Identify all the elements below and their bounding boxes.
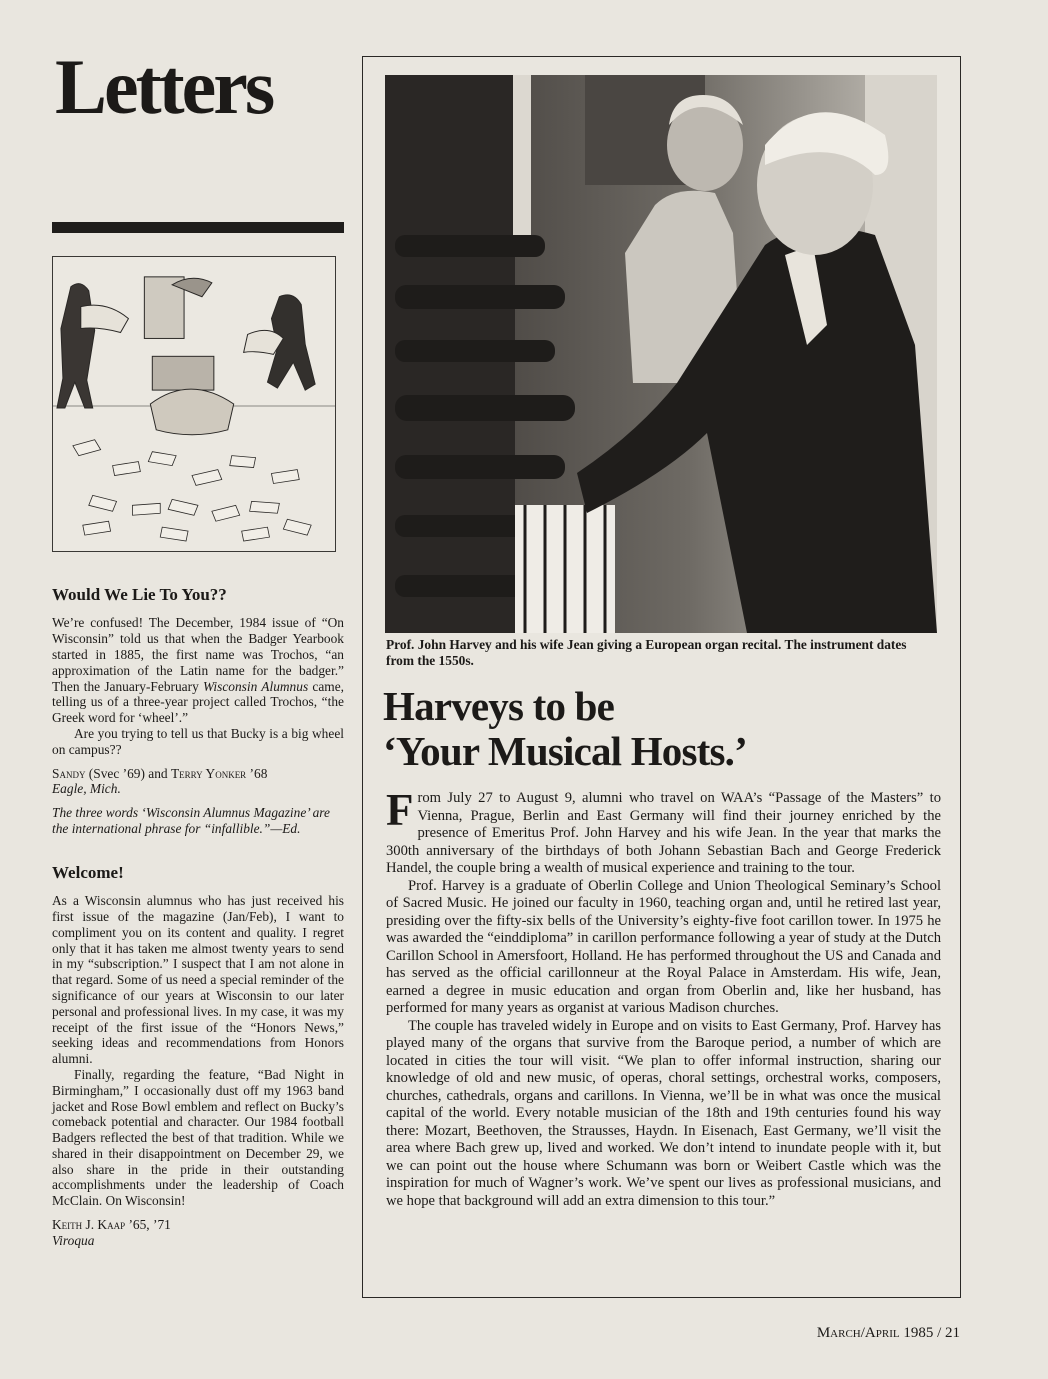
letter2-signature: [52, 1217, 344, 1233]
folio-text: March/April 1985 / 21: [816, 1325, 960, 1341]
page-folio: [817, 1325, 960, 1342]
letter1-signer-mid: (Svec ’69) and: [85, 765, 171, 781]
article-paragraph-3: The couple has traveled widely in Europe and on visits to East Germany, Prof. Harvey has played many of the organs that survive from the Baroque period, a number of which are located in cities the tour will visit. “We plan to offer informal instruction, sharing our knowledge of old and new music, of operas, choral settings, orchestral works, composers, churches, cathedrals, organs and carillons. In Vienna, we’ll be in what was once the musical capital of the world. Every notable musician of the 18th and 19th centuries found his way there: Mozart, Beethoven, the Strausses, Haydn. In Eisenach, East Germany, we’ll visit the area where Bach grew up, lived and worked. We don’t intend to inundate people with it, but we can point out the house where Schumann was born or Weibert Castle which was the inspiration for much of Wagner’s work. We’ve spent our lives as professional musicians, and we hope that background will add an extra dimension to this tour.”: [386, 1017, 941, 1209]
letter1-text-a: We’re confused! The December, 1984 issue of “On Wisconsin” told us that when the Badger Yearbook started in 1885, the first name was Trochos, “an approximation of the Latin name for the badger.” Then the January-February: [52, 615, 344, 694]
article-headline: [383, 684, 943, 774]
letter1-heading: Would We Lie To You??: [52, 585, 227, 604]
letter1-body: [52, 615, 344, 726]
letter2-signer: Keith J. Kaap: [52, 1217, 126, 1233]
organ-recital-photo: [385, 75, 937, 633]
letter2-body: As a Wisconsin alumnus who has just received his first issue of the magazine (Jan/Feb), I want to compliment you on its content and quality. I regret only that it has taken me almost twenty years to send in my “subscription.” I suspect that I am not alone in that regard. Some of us need a special reminder of the significance of our years at Wisconsin to our later personal and professional lives. In my case, it was my receipt of the first issue of the “Honors News,” seeking ideas and recommendations from Honors alumni.: [52, 893, 344, 1067]
editor-note: The three words ‘Wisconsin Alumnus Magazine’ are the international phrase for “infallible.”—Ed.: [52, 805, 330, 836]
article-paragraph-1-text: rom July 27 to August 9, alumni who travel on WAA’s “Passage of the Masters” to Vienna, Prague, Berlin and East Germany will find their journey enriched by the presence of Emeritus Prof. John Harvey and his wife Jean. In the year that marks the 300th anniversary of the birthdays of both Johann Sebastian Bach and George Frederick Handel, the couple bring a wealth of musical experience and training to the tour.: [386, 790, 941, 876]
page-title: Letters: [55, 43, 273, 130]
headline-line-1: Harveys to be: [383, 683, 614, 729]
drop-cap: F: [386, 785, 414, 835]
letter1-publication: Wisconsin Alumnus: [203, 678, 309, 694]
article-body: [386, 785, 941, 1210]
letter1-text-c: came, telling us of a three-year project called Trochos, “the Greek word for ‘wheel’.”: [52, 678, 344, 726]
letter1-signer-year: ’68: [246, 765, 268, 781]
title-rule: [52, 222, 344, 233]
photo-caption: Prof. John Harvey and his wife Jean giving a European organ recital. The instrument dates from the 1550s.: [386, 637, 907, 668]
letter2-signer-year: ’65, ’71: [125, 1217, 171, 1233]
letters-column: [52, 585, 344, 1249]
letter1-signer2: Terry Yonker: [170, 765, 247, 781]
article-paragraph-1: [386, 785, 941, 878]
letter1-signer1: Sandy: [52, 765, 86, 781]
headline-line-2: ‘Your Musical Hosts.’: [383, 728, 747, 774]
article-paragraph-2: Prof. Harvey is a graduate of Oberlin College and Union Theological Seminary’s School of Sacred Music. He joined our faculty in 1960, teaching organ and, until he retired last year, presiding over the fifty-six bells of the University’s eighty-five foot carillon tower. In 1975 he was awarded the “einddiploma” in carillon performance following a year of study at the Dutch Carillon School in Amersfoort, Holland. He has performed throughout the US and Canada and has served as the official carillonneur at the Royal Palace in Amsterdam. His wife, Jean, earned a degree in music education and organ from Oberlin and, like her husband, has performed for many years as organist at various Madison churches.: [386, 877, 941, 1016]
letter1-signature: [52, 766, 344, 782]
letter2-heading: Welcome!: [52, 862, 124, 882]
letters-illustration: [52, 256, 336, 552]
letter2-place: Viroqua: [52, 1232, 95, 1248]
letter2-body-2: Finally, regarding the feature, “Bad Night in Birmingham,” I occasionally dust off my 1963 band jacket and Rose Bowl emblem and reflect on Bucky’s comeback potential and character. Our 1984 football Badgers reflected the best of that tradition. While we shared in their disappointment on December 29, we also share in the pride in their outstanding accomplishments under the leadership of Coach McClain. On Wisconsin!: [52, 1066, 344, 1209]
letter1-body-2: Are you trying to tell us that Bucky is a big wheel on campus??: [52, 725, 344, 757]
letter1-place: Eagle, Mich.: [52, 781, 121, 797]
